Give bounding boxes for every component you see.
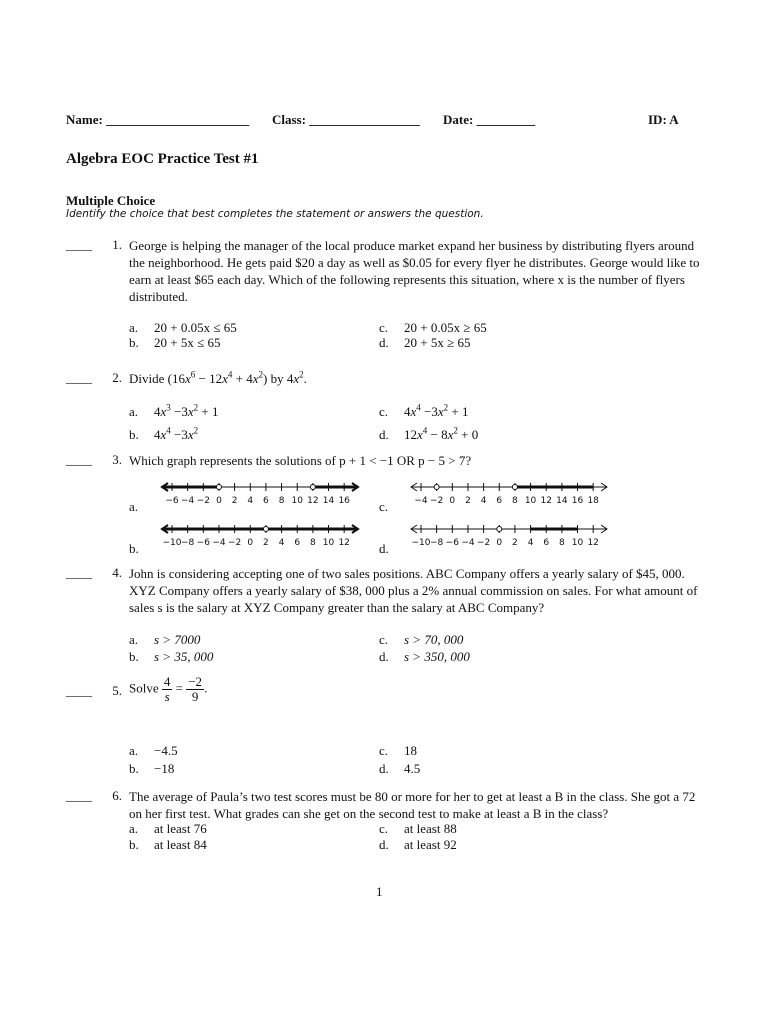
answer-blank[interactable]: ____ <box>66 370 92 385</box>
tick-label: 6 <box>263 496 269 505</box>
choice-text: at least 92 <box>404 837 457 852</box>
tick-label: 0 <box>449 496 456 505</box>
tick-label: 10 <box>291 496 303 505</box>
tick-label: 14 <box>322 496 335 505</box>
choice-letter: c. <box>379 320 389 335</box>
question-number: 3. <box>112 452 122 467</box>
choice-letter: b. <box>129 335 139 350</box>
tick-label: 4 <box>247 496 254 505</box>
number-line-b <box>152 521 372 547</box>
choice-text: s > 7000 <box>154 632 201 647</box>
question-number: 2. <box>112 370 122 385</box>
page-title: Algebra EOC Practice Test #1 <box>66 151 259 167</box>
choice-text: 20 + 0.05x ≤ 65 <box>154 320 237 335</box>
tick-label: 8 <box>310 538 316 547</box>
section-heading: Multiple Choice <box>66 193 156 208</box>
tick-label: 4 <box>278 538 285 547</box>
question-number: 5. <box>112 683 122 698</box>
answer-blank[interactable]: ____ <box>66 452 92 467</box>
choice-text: 20 + 0.05x ≥ 65 <box>404 320 487 335</box>
tick-label: 18 <box>587 496 599 505</box>
open-endpoint <box>310 485 315 490</box>
choice-text: 4.5 <box>404 761 421 776</box>
tick-label: −4 <box>414 496 428 505</box>
open-endpoint <box>263 527 268 532</box>
answer-blank[interactable]: ____ <box>66 237 92 252</box>
question-stem: Solve $\frac{4}{s}$ = $\frac{-2}{9}$ . <box>129 674 208 704</box>
tick-label: −4 <box>212 538 226 547</box>
tick-label: −2 <box>196 496 210 505</box>
question-stem: John is considering accepting one of two sales positions. ABC Company offers a yearly salary of $45, 000. XYZ Company offers a yearly salary of $38, 000 plus a 2% annual commission on sales. For what amount of sales s is the salary at XYZ Company greater than the salary at ABC Company? <box>129 566 698 615</box>
tick-label: 8 <box>559 538 565 547</box>
choice-text: −4.5 <box>154 743 178 758</box>
fraction-right: $\frac{-2}{9}$ <box>188 674 203 704</box>
tick-label: 4 <box>527 538 534 547</box>
choice-text: $4x^4 -3x^2$ <box>154 425 199 442</box>
answer-blank[interactable]: ____ <box>66 788 92 803</box>
tick-label: 2 <box>465 496 471 505</box>
tick-label: −4 <box>181 496 195 505</box>
tick-label: 10 <box>322 538 335 547</box>
number-line-a <box>152 479 372 505</box>
open-endpoint <box>512 485 517 490</box>
choice-text: −18 <box>154 761 175 776</box>
tick-label: −2 <box>430 496 444 505</box>
tick-label: 2 <box>263 538 269 547</box>
tick-label: 4 <box>480 496 487 505</box>
choice-text: 20 + 5x ≤ 65 <box>154 335 221 350</box>
date-field-label: Date: _________ <box>443 112 536 127</box>
tick-label: 8 <box>278 496 285 505</box>
question-number: 1. <box>112 237 122 252</box>
tick-label: 10 <box>571 538 584 547</box>
answer-blank[interactable]: ____ <box>66 565 92 580</box>
division-expression: $(16x^6 - 12x^4 + 4x^2)$ by $4x^2$ <box>167 369 304 386</box>
tick-label: 2 <box>512 538 518 547</box>
question-stem: George is helping the manager of the local produce market expand her business by distributing flyers around the neighborhood. He gets paid $20 a day as well as $0.05 for every flyer he distributes. George would like to earn at least $65 each day. Which of the following represents this situation, where x is the number of flyers distributed. <box>129 238 700 304</box>
tick-label: 2 <box>231 496 238 505</box>
tick-label: 6 <box>496 496 503 505</box>
question-number: 6. <box>112 788 122 803</box>
tick-label: 14 <box>556 496 568 505</box>
choice-text: at least 84 <box>154 837 207 852</box>
choice-letter: a. <box>129 320 139 335</box>
test-id: ID: A <box>648 112 679 127</box>
tick-label: 0 <box>247 538 254 547</box>
tick-label: 0 <box>216 496 222 505</box>
name-field-label: Name: ______________________ <box>66 112 250 127</box>
tick-label: 8 <box>512 496 518 505</box>
tick-label: −6 <box>445 538 459 547</box>
page-number: 1 <box>376 884 383 899</box>
open-endpoint <box>216 485 221 490</box>
header <box>66 112 686 130</box>
choice-text: 20 + 5x ≥ 65 <box>404 335 471 350</box>
tick-label: −10 <box>411 538 431 547</box>
choice-text: s > 70, 000 <box>404 632 464 647</box>
class-field-label: Class: _________________ <box>272 112 420 127</box>
choice-text: s > 350, 000 <box>404 649 470 664</box>
tick-label: 6 <box>294 538 301 547</box>
tick-label: −10 <box>162 538 182 547</box>
tick-label: 10 <box>524 496 537 505</box>
open-endpoint <box>497 527 502 532</box>
choice-text: $4x^4 -3x^2 + 1$ <box>404 402 469 419</box>
answer-blank[interactable]: ____ <box>66 683 92 698</box>
tick-label: −6 <box>165 496 179 505</box>
choice-text: $12x^4 - 8x^2 + 0$ <box>404 425 479 442</box>
choice-letter: d. <box>379 335 389 350</box>
tick-label: −6 <box>196 538 210 547</box>
tick-label: 0 <box>496 538 503 547</box>
tick-label: 6 <box>543 538 550 547</box>
question-number: 4. <box>112 565 122 580</box>
tick-label: 12 <box>587 538 599 547</box>
tick-label: −2 <box>227 538 242 547</box>
choice-text: $4x^3 -3x^2 + 1$ <box>154 402 219 419</box>
question-stem: The average of Paula’s two test scores must be 80 or more for her to get at least a B in the class. She got a 72 on her first test. What grades can she get on the second test to make at least a B in the class? <box>129 789 696 821</box>
tick-label: 12 <box>540 496 552 505</box>
tick-label: −2 <box>476 538 491 547</box>
tick-label: −4 <box>461 538 475 547</box>
choice-text: at least 88 <box>404 821 457 836</box>
open-endpoint <box>434 485 439 490</box>
tick-label: 12 <box>307 496 319 505</box>
number-line-c <box>401 479 621 505</box>
tick-label: −8 <box>430 538 444 547</box>
tick-label: 16 <box>571 496 584 505</box>
choice-text: at least 76 <box>154 821 207 836</box>
choice-text: s > 35, 000 <box>154 649 214 664</box>
choice-text: 18 <box>404 743 417 758</box>
tick-label: 12 <box>338 538 350 547</box>
fraction-left: $\frac{4}{s}$ <box>163 674 171 704</box>
tick-label: −8 <box>181 538 195 547</box>
section-instructions: Identify the choice that best completes the statement or answers the question. <box>66 208 484 220</box>
tick-label: 16 <box>338 496 350 505</box>
question-stem: Which graph represents the solutions of p + 1 < −1 OR p − 5 > 7? <box>129 453 472 468</box>
number-line-d <box>401 521 621 547</box>
question-stem: Divide $(16x^6 - 12x^4 + 4x^2)$ by $4x^2$. <box>129 369 307 386</box>
